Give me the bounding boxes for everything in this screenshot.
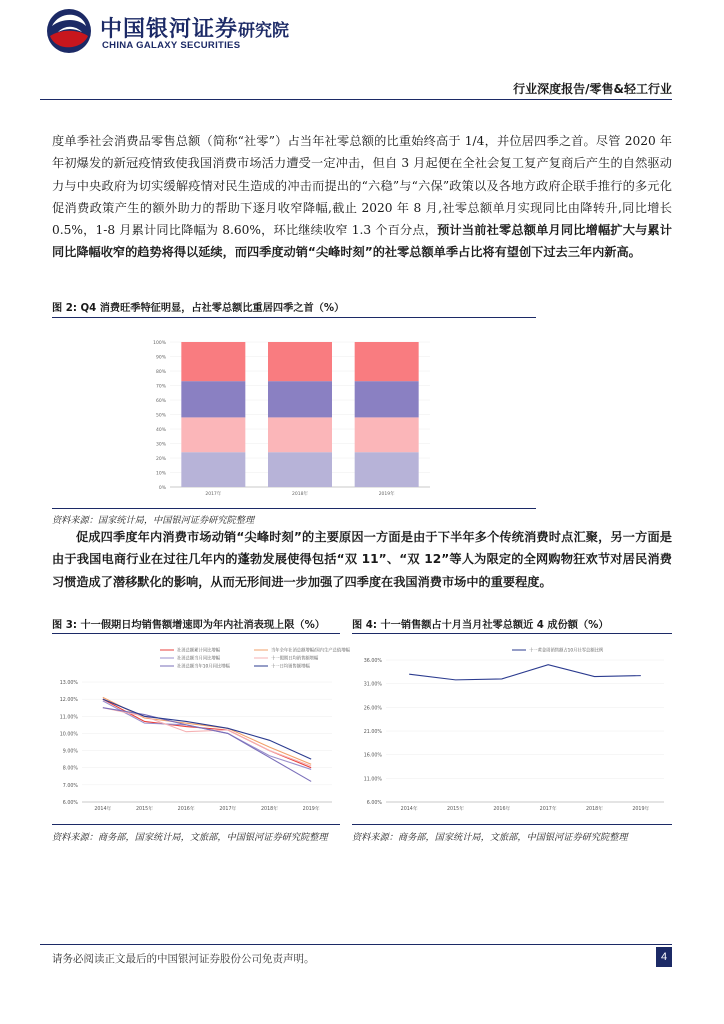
figure-4-chart bbox=[352, 638, 672, 816]
figure-2-chart bbox=[140, 322, 440, 502]
header-divider bbox=[40, 99, 672, 100]
fig2-y-tick-label: 80% bbox=[155, 370, 166, 375]
fig2-y-tick-label: 0% bbox=[158, 486, 166, 491]
fig3-y-tick-label: 6.00% bbox=[62, 801, 78, 806]
fig2-bar-segment bbox=[181, 342, 245, 381]
fig3-y-tick-label: 9.00% bbox=[62, 749, 78, 755]
figure-4-source: 资料来源：商务部，国家统计局，文旅部，中国银河证券研究院整理 bbox=[352, 832, 628, 843]
figure-3-title: 图 3: 十一假期日均销售额增速即为年内社消表现上限（%） bbox=[52, 620, 325, 631]
figure-2-source: 资料来源：国家统计局，中国银河证券研究院整理 bbox=[52, 515, 255, 526]
paragraph-2-bold: 促成四季度年内消费市场动销“尖峰时刻”的主要原因一方面是由于下半年多个传统消费时点汇聚，另一方面是由于我国电商行业在过往几年内的蓬勃发展使得包括“双 11”、“双 12”等人为限定的全网购物狂欢节对居民消费习惯造成了潜移默化的影响，从而无形间进一步加强了四季度在我国消费市场中的重要程度。 bbox=[52, 530, 672, 589]
fig3-y-tick-label: 13.00% bbox=[59, 681, 78, 686]
fig3-x-tick-label: 2014年 bbox=[94, 807, 112, 812]
fig3-y-tick-label: 11.00% bbox=[59, 715, 78, 721]
fig3-legend-label: 社消总额累计同比增幅 bbox=[177, 648, 220, 654]
fig3-legend-label: 十一日均销售额增幅 bbox=[271, 664, 310, 670]
fig4-y-tick-label: 31.00% bbox=[363, 682, 382, 688]
figure-3-source: 资料来源：商务部，国家统计局，文旅部，中国银河证券研究院整理 bbox=[52, 832, 328, 843]
galaxy-swirl-icon bbox=[42, 6, 96, 56]
fig4-x-tick-label: 2019年 bbox=[632, 807, 650, 812]
fig2-bar-segment bbox=[268, 417, 332, 452]
fig4-y-tick-label: 36.00% bbox=[363, 659, 382, 664]
fig2-y-tick-label: 90% bbox=[155, 355, 166, 361]
figure-4-title: 图 4: 十一销售额占十月当月社零总额近 4 成份额（%） bbox=[352, 620, 609, 631]
fig2-y-tick-label: 60% bbox=[155, 399, 166, 404]
fig3-legend-label: 社消总额当月同比增幅 bbox=[177, 656, 220, 662]
fig2-x-tick-label: 2017年 bbox=[205, 492, 222, 497]
figure-3-bottom-rule bbox=[52, 824, 340, 825]
fig2-y-tick-label: 40% bbox=[155, 428, 166, 433]
paragraph-1-text: 度单季社会消费品零售总额（简称“社零”）占当年社零总额的比重始终高于 1/4，并位居四季之首。尽管 2020 年年初爆发的新冠疫情致使我国消费市场活力遭受一定冲击，但自 3 月起便在全社会复工复产复商后产生的自然驱动力与中央政府为切实缓解疫情对民生造成的冲击而提出的“六稳”与“六保”政策以及各地方政府企联手推行的多元化促消费政策产生的额外助力的帮助下逐月收窄降幅,截止 2020 年 8 月,社零总额单月实现同比由降转升,同比增长 0.5%，1-8 月累计同比降幅为 8.60%，环比继续收窄 1.3 个百分点， bbox=[52, 134, 672, 238]
body-paragraph-1 bbox=[52, 130, 672, 264]
fig4-x-tick-label: 2016年 bbox=[493, 807, 511, 812]
page-number: 4 bbox=[656, 947, 672, 967]
fig4-y-tick-label: 16.00% bbox=[363, 753, 382, 759]
figure-2-rule bbox=[52, 317, 536, 318]
fig3-y-tick-label: 8.00% bbox=[62, 766, 78, 772]
fig2-bar-segment bbox=[268, 452, 332, 487]
fig2-bar-segment bbox=[181, 417, 245, 452]
fig2-y-tick-label: 70% bbox=[155, 384, 166, 390]
figure-2-bottom-rule bbox=[52, 508, 536, 509]
fig2-bar-segment bbox=[355, 452, 419, 487]
body-paragraph-2 bbox=[52, 526, 672, 593]
company-logo bbox=[40, 6, 310, 56]
figure-4-rule bbox=[352, 633, 672, 634]
fig4-series-line bbox=[409, 665, 641, 680]
fig4-y-tick-label: 26.00% bbox=[363, 706, 382, 712]
fig2-x-tick-label: 2019年 bbox=[378, 492, 395, 497]
fig4-x-tick-label: 2014年 bbox=[400, 807, 418, 812]
figure-2-title: 图 2: Q4 消费旺季特征明显，占社零总额比重居四季之首（%） bbox=[52, 303, 345, 314]
fig2-x-tick-label: 2018年 bbox=[292, 492, 308, 497]
footer-divider bbox=[40, 944, 672, 945]
fig3-x-tick-label: 2018年 bbox=[260, 807, 279, 812]
footer-disclaimer: 请务必阅读正文最后的中国银河证券股份公司免责声明。 bbox=[52, 953, 315, 965]
fig4-x-tick-label: 2018年 bbox=[585, 807, 604, 812]
fig3-legend-label: 当年全年社消总额增幅/国内生产总值增幅 bbox=[271, 648, 350, 654]
fig2-bar-segment bbox=[355, 381, 419, 417]
fig4-y-tick-label: 21.00% bbox=[363, 730, 382, 735]
fig4-y-tick-label: 6.00% bbox=[366, 801, 382, 806]
fig3-x-tick-label: 2015年 bbox=[135, 807, 154, 812]
fig2-bar-segment bbox=[268, 381, 332, 417]
fig2-y-tick-label: 30% bbox=[155, 442, 166, 448]
logo-institute: 研究院 bbox=[238, 21, 289, 41]
fig3-x-tick-label: 2016年 bbox=[177, 807, 195, 812]
fig3-legend-label: 十一假期日均销售额增幅 bbox=[271, 656, 319, 662]
fig3-x-tick-label: 2019年 bbox=[302, 807, 320, 812]
fig2-bar-segment bbox=[355, 417, 419, 452]
fig2-y-tick-label: 20% bbox=[155, 457, 166, 462]
fig3-series-line bbox=[103, 701, 311, 770]
report-type: 行业深度报告/零售&轻工行业 bbox=[513, 82, 672, 96]
fig2-y-tick-label: 10% bbox=[155, 471, 166, 477]
fig4-x-tick-label: 2017年 bbox=[539, 807, 557, 812]
figure-4-bottom-rule bbox=[352, 824, 672, 825]
fig4-y-tick-label: 11.00% bbox=[363, 777, 382, 783]
fig2-y-tick-label: 50% bbox=[155, 413, 166, 419]
fig2-bar-segment bbox=[268, 342, 332, 381]
fig2-bar-segment bbox=[181, 452, 245, 487]
logo-english-name: CHINA GALAXY SECURITIES bbox=[102, 40, 241, 51]
fig3-y-tick-label: 7.00% bbox=[62, 783, 78, 789]
fig4-x-tick-label: 2015年 bbox=[446, 807, 465, 812]
fig2-y-tick-label: 100% bbox=[153, 341, 166, 346]
fig3-y-tick-label: 12.00% bbox=[59, 698, 78, 704]
logo-chinese-name: 中国银河证券 bbox=[100, 17, 239, 42]
fig3-x-tick-label: 2017年 bbox=[219, 807, 237, 812]
fig4-legend-label: 十一黄金周销售额占10月社零总额比例 bbox=[529, 648, 604, 654]
figure-3-rule bbox=[52, 633, 340, 634]
fig2-bar-segment bbox=[181, 381, 245, 417]
fig3-y-tick-label: 10.00% bbox=[59, 732, 78, 738]
fig2-bar-segment bbox=[355, 342, 419, 381]
fig3-legend-label: 社消总额当年10月同比增幅 bbox=[177, 664, 230, 670]
paragraph-1-bold: 预计当前社零总额单月同比增幅扩大与累计同比降幅收窄的趋势将得以延续，而四季度动销“尖峰时刻”的社零总额单季占比将有望创下过去三年内新高。 bbox=[52, 223, 672, 260]
figure-3-chart bbox=[52, 638, 350, 816]
